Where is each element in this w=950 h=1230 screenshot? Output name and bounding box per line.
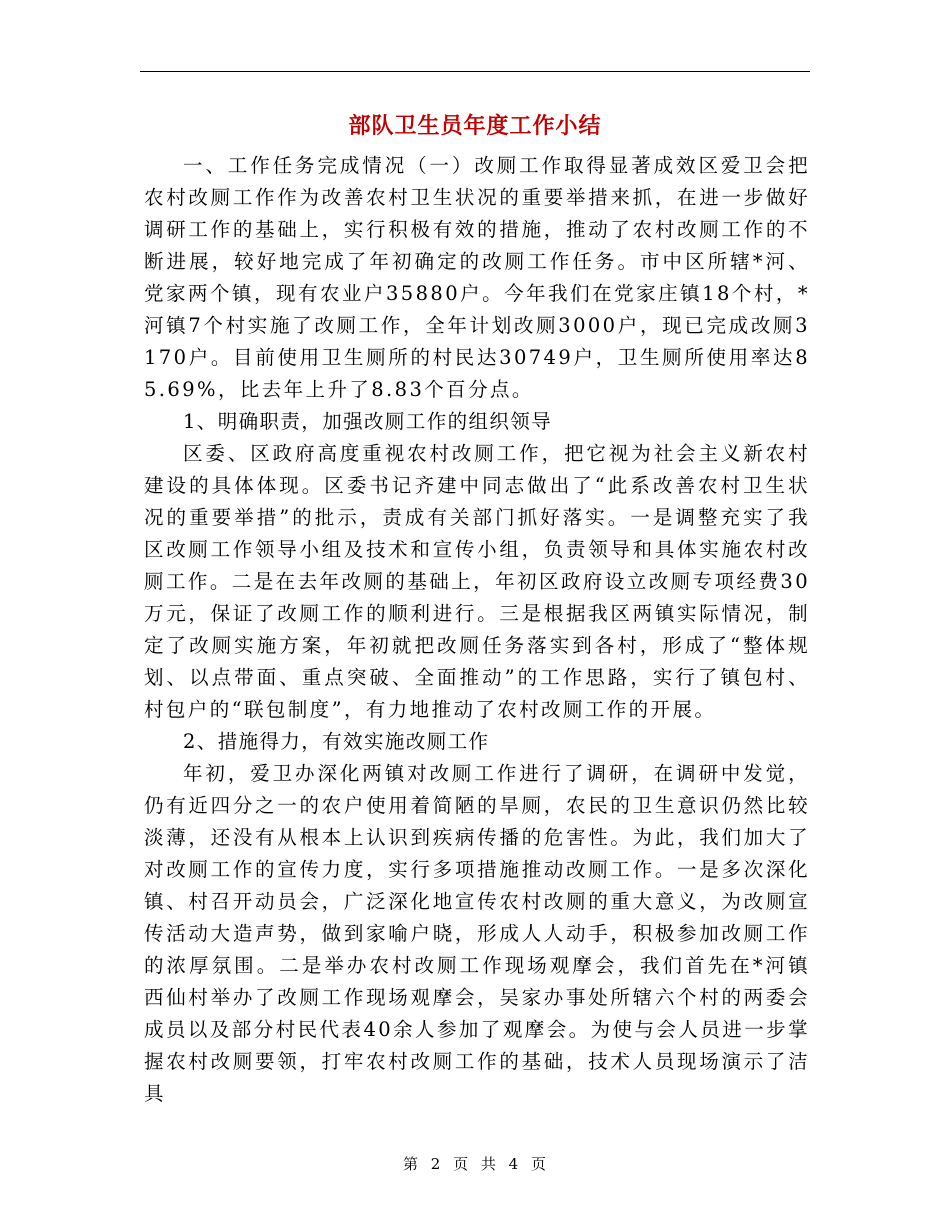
header-rule	[140, 71, 810, 72]
section-heading-2: 2、措施得力，有效实施改厕工作	[183, 730, 490, 753]
paragraph-organization: 区委、区政府高度重视农村改厕工作，把它视为社会主义新农村建设的具体体现。区委书记齐建中同志做出了“此系改善农村卫生状况的重要举措”的批示，责成有关部门抓好落实。一是调整充实了我区改厕工作领导小组及技术和宣传小组，负责领导和具体实施农村改厕工作。二是在去年改厕的基础上，年初区政府设立改厕专项经费30万元，保证了改厕工作的顺利进行。三是根据我区两镇实际情况，制定了改厕实施方案，年初就把改厕任务落实到各村，形成了“整体规划、以点带面、重点突破、全面推动”的工作思路，实行了镇包村、村包户的“联包制度”，有力地推动了农村改厕工作的开展。	[144, 442, 810, 721]
page-number-footer: 第 2 页 共 4 页	[403, 1155, 547, 1173]
paragraph-measures: 年初，爱卫办深化两镇对改厕工作进行了调研，在调研中发觉，仍有近四分之一的农户使用着简陋的旱厕，农民的卫生意识仍然比较淡薄，还没有从根本上认识到疾病传播的危害性。为此，我们加大了对改厕工作的宣传力度，实行多项措施推动改厕工作。一是多次深化镇、村召开动员会，广泛深化地宣传农村改厕的重大意义，为改厕宣传活动大造声势，做到家喻户晓，形成人人动手，积极参加改厕工作的浓厚氛围。二是举办农村改厕工作现场观摩会，我们首先在*河镇西仙村举办了改厕工作现场观摩会，吴家办事处所辖六个村的两委会成员以及部分村民代表40余人参加了观摩会。为使与会人员进一步掌握农村改厕要领，打牢农村改厕工作的基础，技术人员现场演示了洁具	[144, 762, 810, 1105]
section-heading-1: 1、明确职责，加强改厕工作的组织领导	[183, 410, 553, 433]
document-title: 部队卫生员年度工作小结	[348, 113, 602, 139]
paragraph-overview: 一、工作任务完成情况（一）改厕工作取得显著成效区爱卫会把农村改厕工作作为改善农村卫生状况的重要举措来抓，在进一步做好调研工作的基础上，实行积极有效的措施，推动了农村改厕工作的不断进展，较好地完成了年初确定的改厕工作任务。市中区所辖*河、党家两个镇，现有农业户35880户。今年我们在党家庄镇18个村，*河镇7个村实施了改厕工作，全年计划改厕3000户，现已完成改厕3170户。目前使用卫生厕所的村民达30749户，卫生厕所使用率达85.69%，比去年上升了8.83个百分点。	[144, 154, 810, 401]
document-body	[144, 150, 810, 1110]
